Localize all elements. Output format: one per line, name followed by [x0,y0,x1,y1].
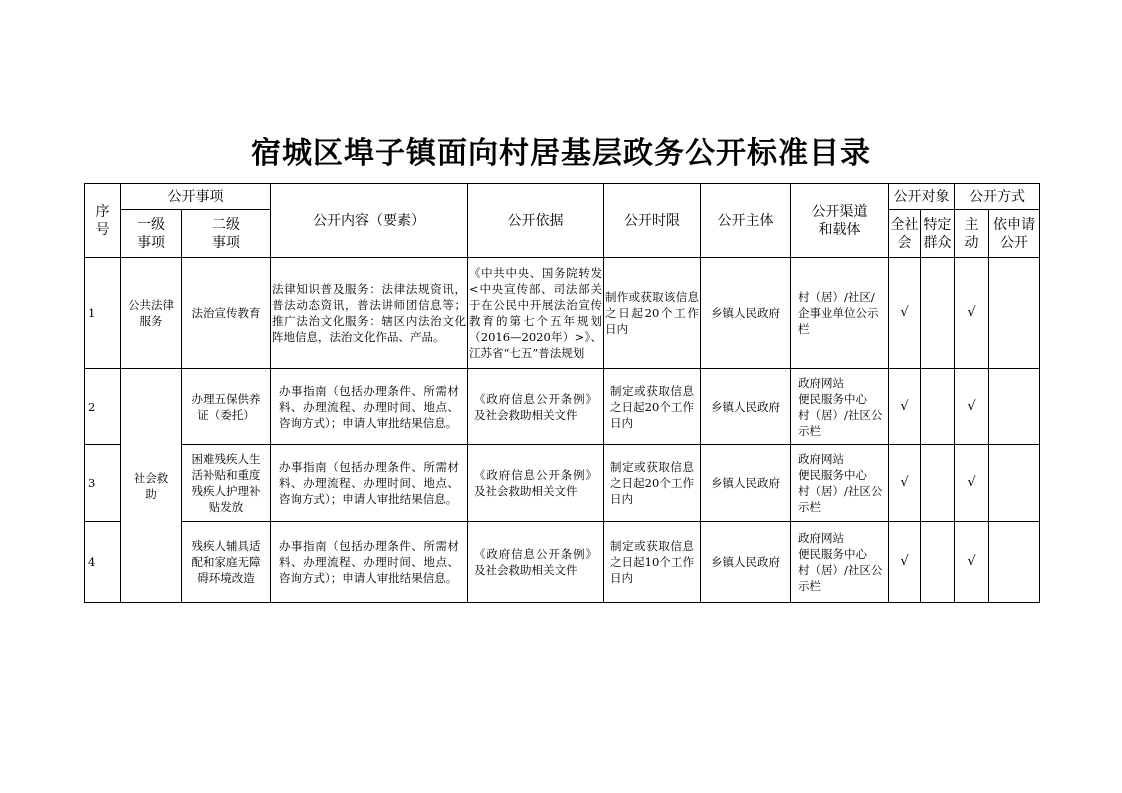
header-content: 公开内容（要素） [271,184,468,258]
channel-line: 政府网站 [798,452,844,466]
row-content: 办事指南（包括办理条件、所需材料、办理流程、办理时间、地点、咨询方式）；申请人审批结果信息。 [271,445,468,522]
channel-line: 村（居）/社区公示栏 [798,484,883,514]
channel-line: 村（居）/社区/企事业单位公示栏 [798,290,879,336]
row-seq: 3 [85,445,121,522]
header-level1: 一级事项 [121,210,182,258]
table-row [85,369,1040,445]
check-specific-group [921,522,955,603]
check-active: √ [955,369,989,445]
channel-line: 政府网站 [798,375,844,390]
header-on-request: 依申请公开 [989,210,1040,258]
check-all-society: √ [889,258,921,369]
header-level2: 二级事项 [182,210,271,258]
header-object: 公开对象 [889,184,955,210]
row-level1: 公共法律服务 [121,258,182,369]
catalog-table [84,183,1040,603]
channel-line: 便民服务中心 [798,547,867,561]
row-level2: 法治宣传教育 [182,258,271,369]
check-on-request [989,369,1040,445]
row-seq: 4 [85,522,121,603]
row-time-limit: 制作或获取该信息之日起20个工作日内 [604,258,701,369]
check-active: √ [955,258,989,369]
table-row [85,445,1040,522]
header-method: 公开方式 [955,184,1040,210]
check-all-society: √ [889,369,921,445]
channel-line: 政府网站 [798,531,844,545]
row-content: 办事指南（包括办理条件、所需材料、办理流程、办理时间、地点、咨询方式）；申请人审批结果信息。 [271,522,468,603]
row-channel [791,445,889,522]
row-time-limit: 制定或获取信息之日起20个工作日内 [604,369,701,445]
row-channel [791,522,889,603]
row-basis: 《中共中央、国务院转发<中央宣传部、司法部关于在公民中开展法治宣传教育的第七个五年规划（2016—2020年）>》、江苏省“七五”普法规划 [468,258,604,369]
row-content: 办事指南（包括办理条件、所需材料、办理流程、办理时间、地点、咨询方式）；申请人审批结果信息。 [271,369,468,445]
check-on-request [989,258,1040,369]
page-title: 宿城区埠子镇面向村居基层政务公开标准目录 [251,136,871,171]
row-time-limit: 制定或获取信息之日起10个工作日内 [604,522,701,603]
header-channel: 公开渠道和载体 [791,184,889,258]
header-time-limit: 公开时限 [604,184,701,258]
header-matter: 公开事项 [121,184,271,210]
check-all-society: √ [889,522,921,603]
check-on-request [989,445,1040,522]
channel-line: 便民服务中心 [798,391,867,406]
check-active: √ [955,522,989,603]
check-specific-group [921,258,955,369]
check-specific-group [921,445,955,522]
row-subject: 乡镇人民政府 [701,369,791,445]
header-row-1 [85,184,1040,210]
channel-line: 村（居）/社区公示栏 [798,407,883,438]
header-subject: 公开主体 [701,184,791,258]
row-level2: 残疾人辅具适配和家庭无障碍环境改造 [182,522,271,603]
check-specific-group [921,369,955,445]
table-row [85,522,1040,603]
header-basis: 公开依据 [468,184,604,258]
row-subject: 乡镇人民政府 [701,258,791,369]
row-subject: 乡镇人民政府 [701,522,791,603]
row-level1: 社会救助 [121,369,182,603]
row-level2: 办理五保供养证（委托） [182,369,271,445]
row-subject: 乡镇人民政府 [701,445,791,522]
channel-line: 便民服务中心 [798,468,867,482]
row-channel [791,369,889,445]
header-active: 主动 [955,210,989,258]
row-basis: 《政府信息公开条例》及社会救助相关文件 [468,445,604,522]
header-specific-group: 特定群众 [921,210,955,258]
row-seq: 1 [85,258,121,369]
channel-line: 村（居）/社区公示栏 [798,563,883,593]
row-channel [791,258,889,369]
check-active: √ [955,445,989,522]
row-basis: 《政府信息公开条例》及社会救助相关文件 [468,522,604,603]
row-basis: 《政府信息公开条例》及社会救助相关文件 [468,369,604,445]
row-time-limit: 制定或获取信息之日起20个工作日内 [604,445,701,522]
check-on-request [989,522,1040,603]
check-all-society: √ [889,445,921,522]
table-row [85,258,1040,369]
row-level2: 困难残疾人生活补贴和重度残疾人护理补贴发放 [182,445,271,522]
row-content: 法律知识普及服务：法律法规资讯，普法动态资讯，普法讲师团信息等；推广法治文化服务：辖区内法治文化阵地信息，法治文化作品、产品。 [271,258,468,369]
header-seq: 序号 [85,184,121,258]
row-seq: 2 [85,369,121,445]
header-all-society: 全社会 [889,210,921,258]
